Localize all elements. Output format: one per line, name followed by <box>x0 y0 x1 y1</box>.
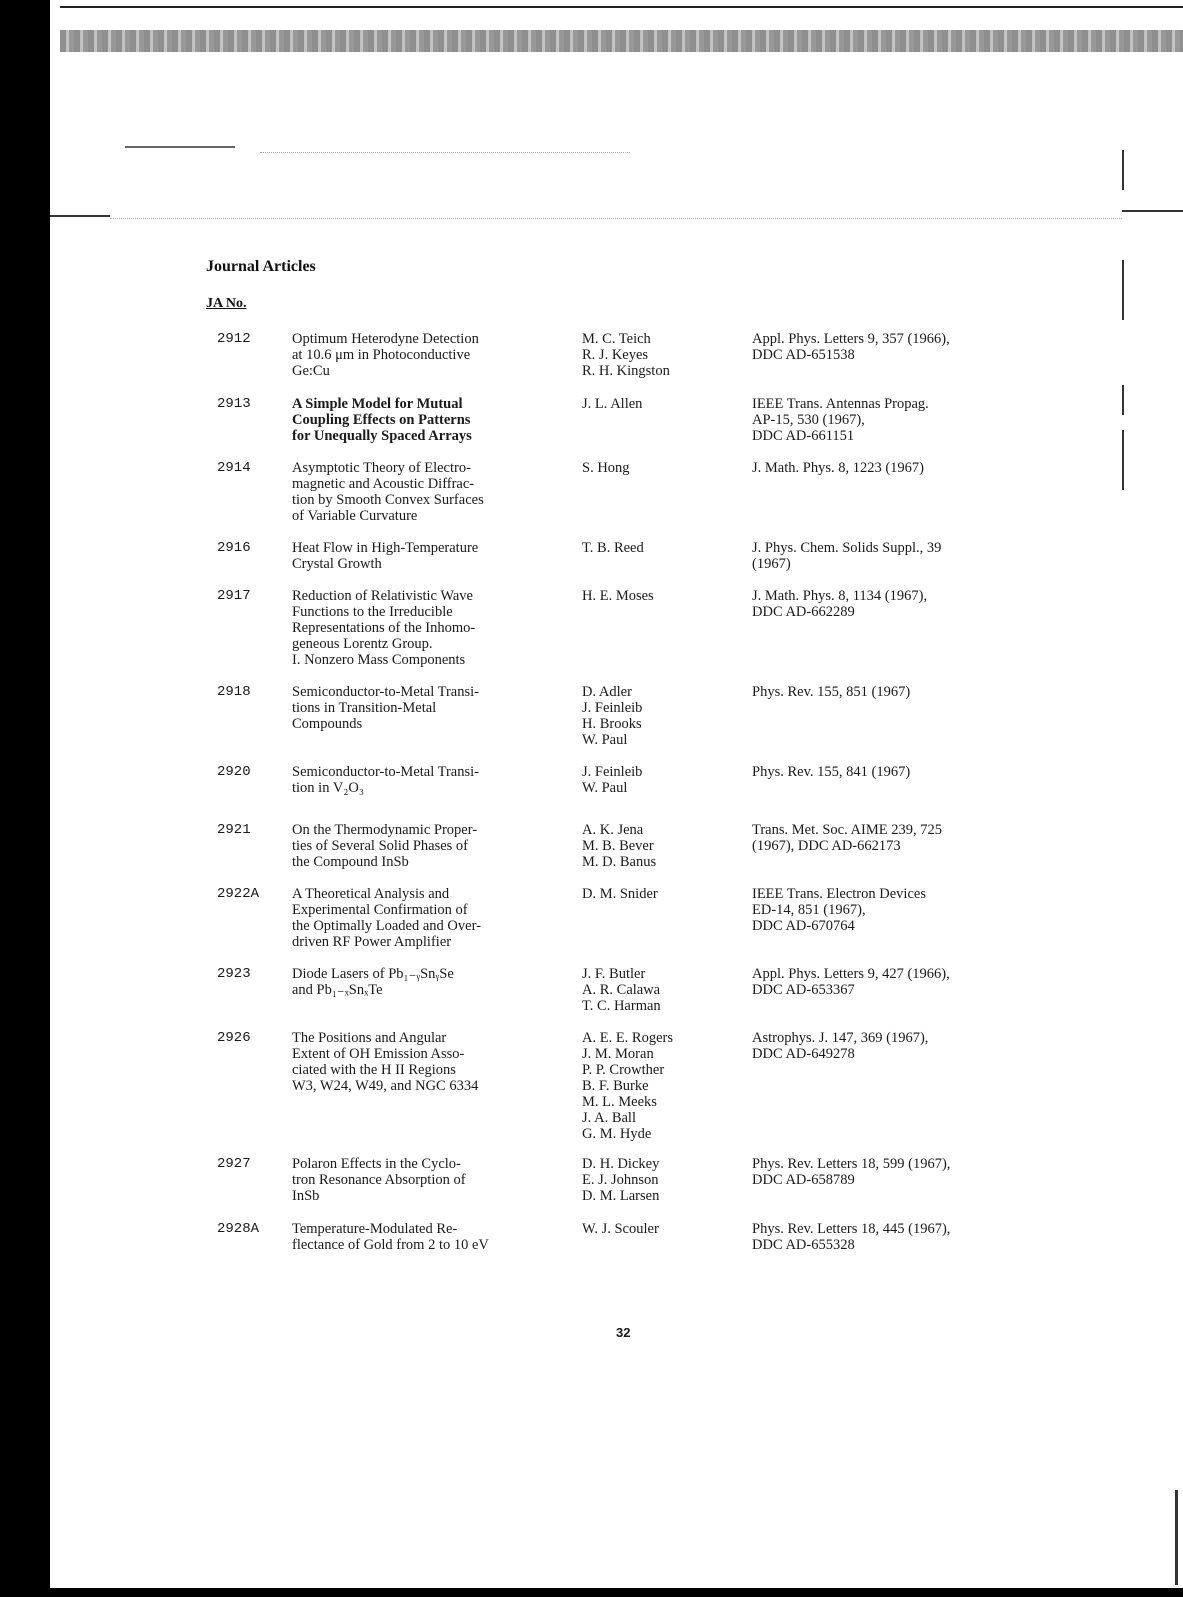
margin-mark <box>1122 260 1124 320</box>
ja-number: 2920 <box>217 764 251 780</box>
scan-border-left <box>0 0 50 1597</box>
ja-number: 2921 <box>217 822 251 838</box>
page-number: 32 <box>616 1325 631 1340</box>
article-authors: D. M. Snider <box>582 886 658 902</box>
article-authors: T. B. Reed <box>582 540 644 556</box>
ja-number: 2914 <box>217 460 251 476</box>
article-authors: H. E. Moses <box>582 588 654 604</box>
article-citation: J. Phys. Chem. Solids Suppl., 39 (1967) <box>752 540 942 572</box>
ja-number: 2922A <box>217 886 260 902</box>
scan-dotted-line <box>110 218 1122 219</box>
article-authors: J. L. Allen <box>582 396 643 412</box>
article-title: A Theoretical Analysis and Experimental Confirmation of the Optimally Loaded and Over- driven RF Power Amplifier <box>292 886 481 950</box>
article-citation: Appl. Phys. Letters 9, 427 (1966), DDC AD-653367 <box>752 966 950 998</box>
column-header-ja-no: JA No. <box>206 296 247 311</box>
article-authors: W. J. Scouler <box>582 1221 659 1237</box>
ja-number: 2917 <box>217 588 251 604</box>
article-authors: A. K. Jena M. B. Bever M. D. Banus <box>582 822 657 870</box>
article-title: On the Thermodynamic Proper- ties of Several Solid Phases of the Compound InSb <box>292 822 478 870</box>
article-authors: M. C. Teich R. J. Keyes R. H. Kingston <box>582 331 670 379</box>
margin-mark <box>125 146 235 148</box>
article-title: Temperature-Modulated Re- flectance of Gold from 2 to 10 eV <box>292 1221 489 1253</box>
scan-noise-band <box>60 30 1183 52</box>
ja-number: 2918 <box>217 684 251 700</box>
section-title: Journal Articles <box>206 258 316 275</box>
article-title: The Positions and Angular Extent of OH Emission Asso- ciated with the H II Regions W3, W24, W49, and NGC 6334 <box>292 1030 479 1094</box>
article-title: Semiconductor-to-Metal Transi- tion in V₂O₃ <box>292 764 479 796</box>
article-authors: D. H. Dickey E. J. Johnson D. M. Larsen <box>582 1156 660 1204</box>
margin-mark <box>50 215 110 217</box>
article-citation: IEEE Trans. Antennas Propag. AP-15, 530 (1967), DDC AD-661151 <box>752 396 929 444</box>
article-citation: Appl. Phys. Letters 9, 357 (1966), DDC AD-651538 <box>752 331 950 363</box>
ja-number: 2928A <box>217 1221 260 1237</box>
article-authors: S. Hong <box>582 460 630 476</box>
ja-number: 2916 <box>217 540 251 556</box>
margin-mark <box>1122 430 1124 490</box>
scan-dotted-line <box>260 152 630 153</box>
margin-mark <box>1122 150 1124 190</box>
article-title: Optimum Heterodyne Detection at 10.6 μm in Photoconductive Ge:Cu <box>292 331 479 379</box>
margin-mark <box>1122 385 1124 415</box>
article-citation: Phys. Rev. 155, 841 (1967) <box>752 764 911 780</box>
article-authors: A. E. E. Rogers J. M. Moran P. P. Crowther B. F. Burke M. L. Meeks J. A. Ball G. M. Hyde <box>582 1030 674 1142</box>
margin-mark <box>1122 210 1183 212</box>
article-citation: IEEE Trans. Electron Devices ED-14, 851 (1967), DDC AD-670764 <box>752 886 926 934</box>
article-title: Polaron Effects in the Cyclo- tron Resonance Absorption of InSb <box>292 1156 466 1204</box>
article-citation: Astrophys. J. 147, 369 (1967), DDC AD-649278 <box>752 1030 929 1062</box>
ja-number: 2913 <box>217 396 251 412</box>
article-authors: J. F. Butler A. R. Calawa T. C. Harman <box>582 966 661 1014</box>
ja-number: 2912 <box>217 331 251 347</box>
article-citation: Phys. Rev. 155, 851 (1967) <box>752 684 911 700</box>
article-authors: J. Feinleib W. Paul <box>582 764 643 796</box>
article-citation: Phys. Rev. Letters 18, 445 (1967), DDC AD-655328 <box>752 1221 951 1253</box>
article-title: Heat Flow in High-Temperature Crystal Growth <box>292 540 479 572</box>
article-citation: J. Math. Phys. 8, 1134 (1967), DDC AD-662289 <box>752 588 928 620</box>
scan-border-bottom <box>0 1588 1183 1597</box>
ja-number: 2923 <box>217 966 251 982</box>
article-title: Reduction of Relativistic Wave Functions to the Irreducible Representations of the Inhomo- geneous Lorentz Group. I. Nonzero Mass Components <box>292 588 476 668</box>
article-citation: Trans. Met. Soc. AIME 239, 725 (1967), DDC AD-662173 <box>752 822 942 854</box>
article-title: Diode Lasers of Pb₁₋ᵧSnᵧSe and Pb₁₋ₓSnₓTe <box>292 966 454 998</box>
article-authors: D. Adler J. Feinleib H. Brooks W. Paul <box>582 684 643 748</box>
margin-mark <box>1175 1490 1178 1585</box>
article-title: Asymptotic Theory of Electro- magnetic and Acoustic Diffrac- tion by Smooth Convex Surfaces of Variable Curvature <box>292 460 484 524</box>
scan-border-top <box>60 0 1183 8</box>
article-title: A Simple Model for Mutual Coupling Effects on Patterns for Unequally Spaced Arrays <box>292 396 472 444</box>
article-citation: Phys. Rev. Letters 18, 599 (1967), DDC AD-658789 <box>752 1156 951 1188</box>
ja-number: 2927 <box>217 1156 251 1172</box>
article-citation: J. Math. Phys. 8, 1223 (1967) <box>752 460 924 476</box>
article-title: Semiconductor-to-Metal Transi- tions in Transition-Metal Compounds <box>292 684 479 732</box>
ja-number: 2926 <box>217 1030 251 1046</box>
